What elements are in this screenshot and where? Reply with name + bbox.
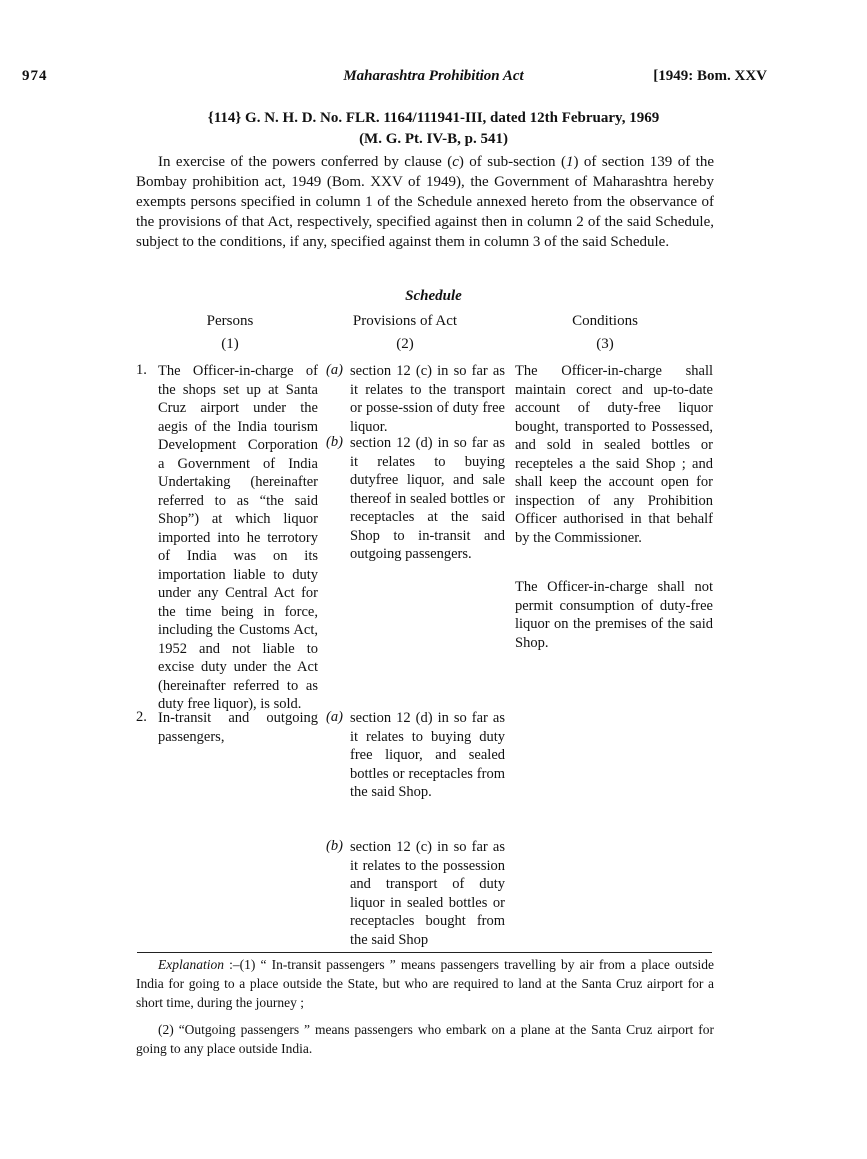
row-2-number: 2. bbox=[136, 709, 147, 725]
row-1-number: 1. bbox=[136, 362, 147, 378]
act-reference: [1949: Bom. XXV bbox=[653, 68, 767, 84]
footnote-divider bbox=[137, 952, 712, 953]
row-1-provision-a-label: (a) bbox=[326, 362, 343, 378]
running-title: Maharashtra Prohibition Act bbox=[343, 68, 524, 84]
page-number: 974 bbox=[22, 68, 48, 84]
preamble-clause: c bbox=[452, 154, 459, 170]
row-1-condition-1: The Officer-in-charge shall maintain corect and up-to-date account of duty-free liquor bought, transported to Possessed, and sold in sealed bottles or recepteles a the said Shop ; and shall keep the account open for inspection of any Prohibition Officer authorised in that behalf by the Commissioner. bbox=[515, 363, 713, 546]
notification-line-2: (M. G. Pt. IV-B, p. 541) bbox=[359, 131, 508, 147]
preamble-paragraph bbox=[136, 152, 714, 252]
row-2-provision-a: section 12 (d) in so far as it relates to buying duty free liquor, and sealed bottles or receptacles from the said Shop. bbox=[350, 710, 505, 800]
preamble-part-2: ) of sub-section ( bbox=[458, 154, 566, 170]
column-number-2: (2) bbox=[396, 336, 414, 352]
column-heading-conditions: Conditions bbox=[572, 313, 638, 329]
row-2-provision-a-label: (a) bbox=[326, 709, 343, 725]
row-1-provision-b-label: (b) bbox=[326, 434, 343, 450]
row-1-provision-b: section 12 (d) in so far as it relates to buying dutyfree liquor, and sale thereof in sealed bottles or receptacles at the said Shop to in-transit and outgoing passengers. bbox=[350, 435, 505, 562]
preamble-part-3: ) of section 139 of the Bombay prohibition act, 1949 (Bom. XXV of 1949), the Government of Maharashtra hereby exempts persons specified in column 1 of the Schedule annexed hereto from the observance of the provisions of that Act, respectively, specified against then in column 2 of the said Schedule, subject to the conditions, if any, specified against them in column 3 of the said Schedule. bbox=[136, 154, 714, 250]
row-1-condition-2: The Officer-in-charge shall not permit consumption of duty-free liquor on the premises of the said Shop. bbox=[515, 579, 713, 651]
row-2-persons: In-transit and outgoing passengers, bbox=[158, 710, 318, 745]
preamble-part-1: In exercise of the powers conferred by clause ( bbox=[158, 154, 453, 170]
explanation-item-2: (2) “Outgoing passengers ” means passengers who embark on a plane at the Santa Cruz airport for going to any place outside India. bbox=[136, 1022, 714, 1056]
explanation-item-1 bbox=[136, 955, 714, 1012]
explanation-label: Explanation bbox=[158, 957, 224, 972]
schedule-title: Schedule bbox=[405, 288, 462, 304]
notification-line-1: {114} G. N. H. D. No. FLR. 1164/111941-III, dated 12th February, 1969 bbox=[207, 110, 660, 126]
row-2-provision-b: section 12 (c) in so far as it relates to the possession and transport of duty liquor in sealed bottles or receptacles bought from the said Shop bbox=[350, 839, 505, 948]
row-1-persons: The Officer-in-charge of the shops set up at Santa Cruz airport under the aegis of the India tourism Development Corporation a Government of India Undertaking (hereinafter referred to as “the said Shop”) at which liquor imported into he terrotory of India was on its importation liable to duty under any Central Act for the time being in force, including the Customs Act, 1952 and not liable to excise duty under the Act (hereinafter referred to as duty free liquor), is sold. bbox=[158, 363, 318, 712]
column-heading-provisions: Provisions of Act bbox=[352, 313, 458, 329]
column-number-1: (1) bbox=[221, 336, 239, 352]
preamble-subsection: 1 bbox=[566, 154, 574, 170]
column-heading-persons: Persons bbox=[206, 313, 254, 329]
row-1-provision-a: section 12 (c) in so far as it relates to the transport or posse-ssion of duty free liquor. bbox=[350, 363, 505, 435]
row-2-provision-b-label: (b) bbox=[326, 838, 343, 854]
explanation-item-1-text: :–(1) “ In-transit passengers ” means passengers travelling by air from a place outside India for going to a place outside the State, but who are required to land at the Santa Cruz airport for a short time, during the journey ; bbox=[136, 957, 714, 1010]
column-number-3: (3) bbox=[596, 336, 614, 352]
